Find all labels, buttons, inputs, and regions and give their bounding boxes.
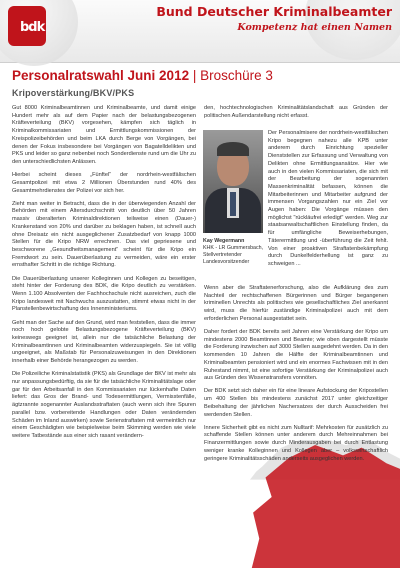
paragraph: Hierbei scheint dieses „Fünftel“ der nordrhein-westfälischen Gesamtpolizei mit etwa 2 Millionen Überstunden rund 40% des Gesamtmehrdienstes der Polizei vor sich her. bbox=[12, 172, 196, 194]
photo-hair bbox=[217, 142, 249, 156]
portrait-photo bbox=[203, 130, 263, 233]
caption-role: KHK - LR Gummersbach, Stellvertretender Landesvorsitzender bbox=[203, 245, 264, 265]
paragraph: Gut 8000 Kriminalbeamtinnen und Kriminalbeamte, und damit einige Hundert mehr als auf dem Papier nach der belastungsbezogenen Kräfteverteilung (BKV) vorgesehen, kämpfen sich täglich in Kriminalkommissariaten und Ermittlungskommissionen der Kreispolizeibehörden und beim LKA durch Berge von Vorgängen, bei denen der Fokus insbesondere bei Vorgängen von Bagatelldelikten und PKS und leider so ganz nebenbei noch Sonderdienste rund um die Uhr zu den unterschiedlichsten Anlässen. bbox=[12, 105, 196, 165]
right-column-beside-photo bbox=[268, 130, 388, 274]
paragraph: Die Dauerüberlastung unserer Kolleginnen und Kollegen zu beseitigen, steht hinter der Forderung des BDK, die Kripo deutlich zu verstärken. Wenn 1.100 Absolventen der Fachhochschule nicht ausreichen, zuch die Kripo landesweit mit Nachwuchs auszustatten, stimmt etwas nicht in der Planstellenbewirtschaftung des Innenministeriums. bbox=[12, 275, 196, 313]
left-column bbox=[12, 105, 196, 446]
paragraph: Daher fordert der BDK bereits seit Jahren eine Verstärkung der Kripo um mindestens 2000 Beamtinnen und Beamte; wie oben dargestellt müsste die Forderung inzwischen auf 3000 Stellen ausgedehnt werden. Da in den kommenden 10 Jahren die Hälfte der Kriminalbeamtinnen und Kriminalbeamten pensioniert wird und ein enormes Fachwissen mit in den Ruhestand nimmt, ist eine sofortige Verstärkung der Kriminalpolizei auch aus Gründen des Wissenstransfers vonnöten. bbox=[204, 329, 388, 382]
organization-motto: Kompetenz hat einen Namen bbox=[237, 22, 392, 33]
page-header bbox=[0, 0, 400, 63]
paragraph: Wenn aber die Straftatenerforschung, also die Aufklärung des zum Nachteil der rechtschaffenen Bürgerinnen und Bürger begangenen kriminellen Unrechts als politisches wie gesellschaftliches Ziel anerkannt wird, muss die hierfür zuständige Kriminalpolizei auch mit dem erforderlichen Personal ausgestattet sein. bbox=[204, 285, 388, 322]
organization-name: Bund Deutscher Kriminalbeamter bbox=[156, 4, 392, 19]
paragraph: Der BDK setzt sich daher ein für eine lineare Aufstockung der Kripostellen um 400 Stellen bis mindestens zunächst 2017 unter gleichzeitiger Beibehaltung der jährlichen Nachersatzes der durch Ausscheiden frei werdenden Stellen. bbox=[204, 388, 388, 418]
title-separator: | bbox=[189, 68, 201, 83]
logo-text: bdk bbox=[20, 20, 45, 35]
paragraph: Der Personalmisere der nordrhein-westfälischen Kripo begegnen nahezu alle KPB unter anderem durch Einrichtung spezieller Dienststellen zur Erfassung und Verwaltung von Delikten ohne Ermittlungsansätze. Hier wie auch in den vielen Kommissariaten, die sich mit der Bearbeitung der sogenannten Massenkriminalität befassen, können die Mitarbeiterinnen und Mitarbeiter aufgrund der immensen Vorgangszahlen nur ein Ziel vor Augen haben: Die Vorgänge müssen den möglichst "rückläufrei erledigt" werden. Weg zur staatsanwaltschaftlichen Einstellung finden, da für umfängliche Beweiserhebungen, Täterermittlung und -überführung die Zeit fehlt. Von einer proaktiven Straftatenbekämpfung durch Dunkelfelderhellung ist ganz zu schweigen ... bbox=[268, 130, 388, 267]
photo-tie bbox=[230, 192, 236, 216]
paragraph: Innere Sicherheit gibt es nicht zum Nulltarif: Mehrkosten für zusätzlich zu schaffende Stellen können unter anderem durch Mehreinnahmen bei Finanzermittlungen sowie durch Minderausgaben bei durch Entlastung weniger kranke Kolleginnen und Kollegen aber – volkswirtschaftlich geringere Kriminalitätsschäden anderseits ausgeglichen werden. bbox=[204, 424, 388, 462]
title-sub: Broschüre 3 bbox=[200, 68, 273, 83]
right-column-top bbox=[204, 105, 388, 126]
document-subtitle: Kripoverstärkung/BKV/PKS bbox=[12, 88, 135, 98]
paragraph: Die Polizeiliche Kriminalstatistik (PKS) als Grundlage der BKV ist mehr als nur anpassungsbedürftig, da sie für die tatsächliche Kriminalitätslage oder gar für den Arbeitsanfall in den Kommissariaten nur lückenhafte Daten liefert: das Gros der Brand- und Todesermittlungen, Vermisstenfälle, ägtzrannte sogenannter Auslandsstraftaten (auch wenn sich ihre Spuren parallel bzw. vorbereitende Handlungen oder Daten verändernden Schäden im Inland auswirken) sowie Serienstraftaten mit vermeintlich nur einem Geschädigten wie beispielweise beim Skimming werden wie viele weitere Tatbestände aus einer sich rasant verändern- bbox=[12, 371, 196, 439]
document-title bbox=[12, 68, 273, 83]
right-column bbox=[204, 285, 388, 469]
paragraph: Geht man der Sache auf den Grund, wird man feststellen, dass die immer noch hoch gelobte Belastungsbezogene Kräfteverteilung (BKV) keineswegs geeignet ist, allein nur die tatsächliche Belastung der Kriminalbeamtinnen und Kriminalbeamten widerzuspiegeln. Sie ist völlig ungeeignet, als Maßstab für Personalzuweisungen in den Direktionen innerhalb einer Behörde herangezogen zu werden. bbox=[12, 319, 196, 365]
bdk-logo bbox=[8, 6, 46, 46]
paragraph: den, hochtechnologischen Kriminalitätslandschaft aus Gründen der politischen Außendarstellung nicht erfasst. bbox=[204, 105, 388, 119]
photo-caption bbox=[203, 238, 273, 266]
title-main: Personalratswahl Juni 2012 bbox=[12, 68, 190, 83]
paragraph: Zieht man weiter in Betracht, dass die in der überwiegenden Anzahl der Behörden mit einem Altersdurchschnitt von deutlich über 50 Jahren massiv überalterten Kriminaldirektionen teilweise einen (Dauer-) Krankenstand von 20% und darüber zu beklagen haben, ist schnell auch ohne Dreisatz ein nicht ausgeglichener Zusatzbedarf von knapp 1000 Stellen für die Kripo NRW errechnen. Das viel gepriesene und beschworene „Gesundheitsmanagement“ scheint für die Kripo ein Fremdwort zu sein. Dauerüberlastung zu vermeiden, wäre ein erster ernsthafter Schritt in die richtige Richtung. bbox=[12, 200, 196, 269]
caption-name: Kay Wegermann bbox=[203, 238, 245, 244]
